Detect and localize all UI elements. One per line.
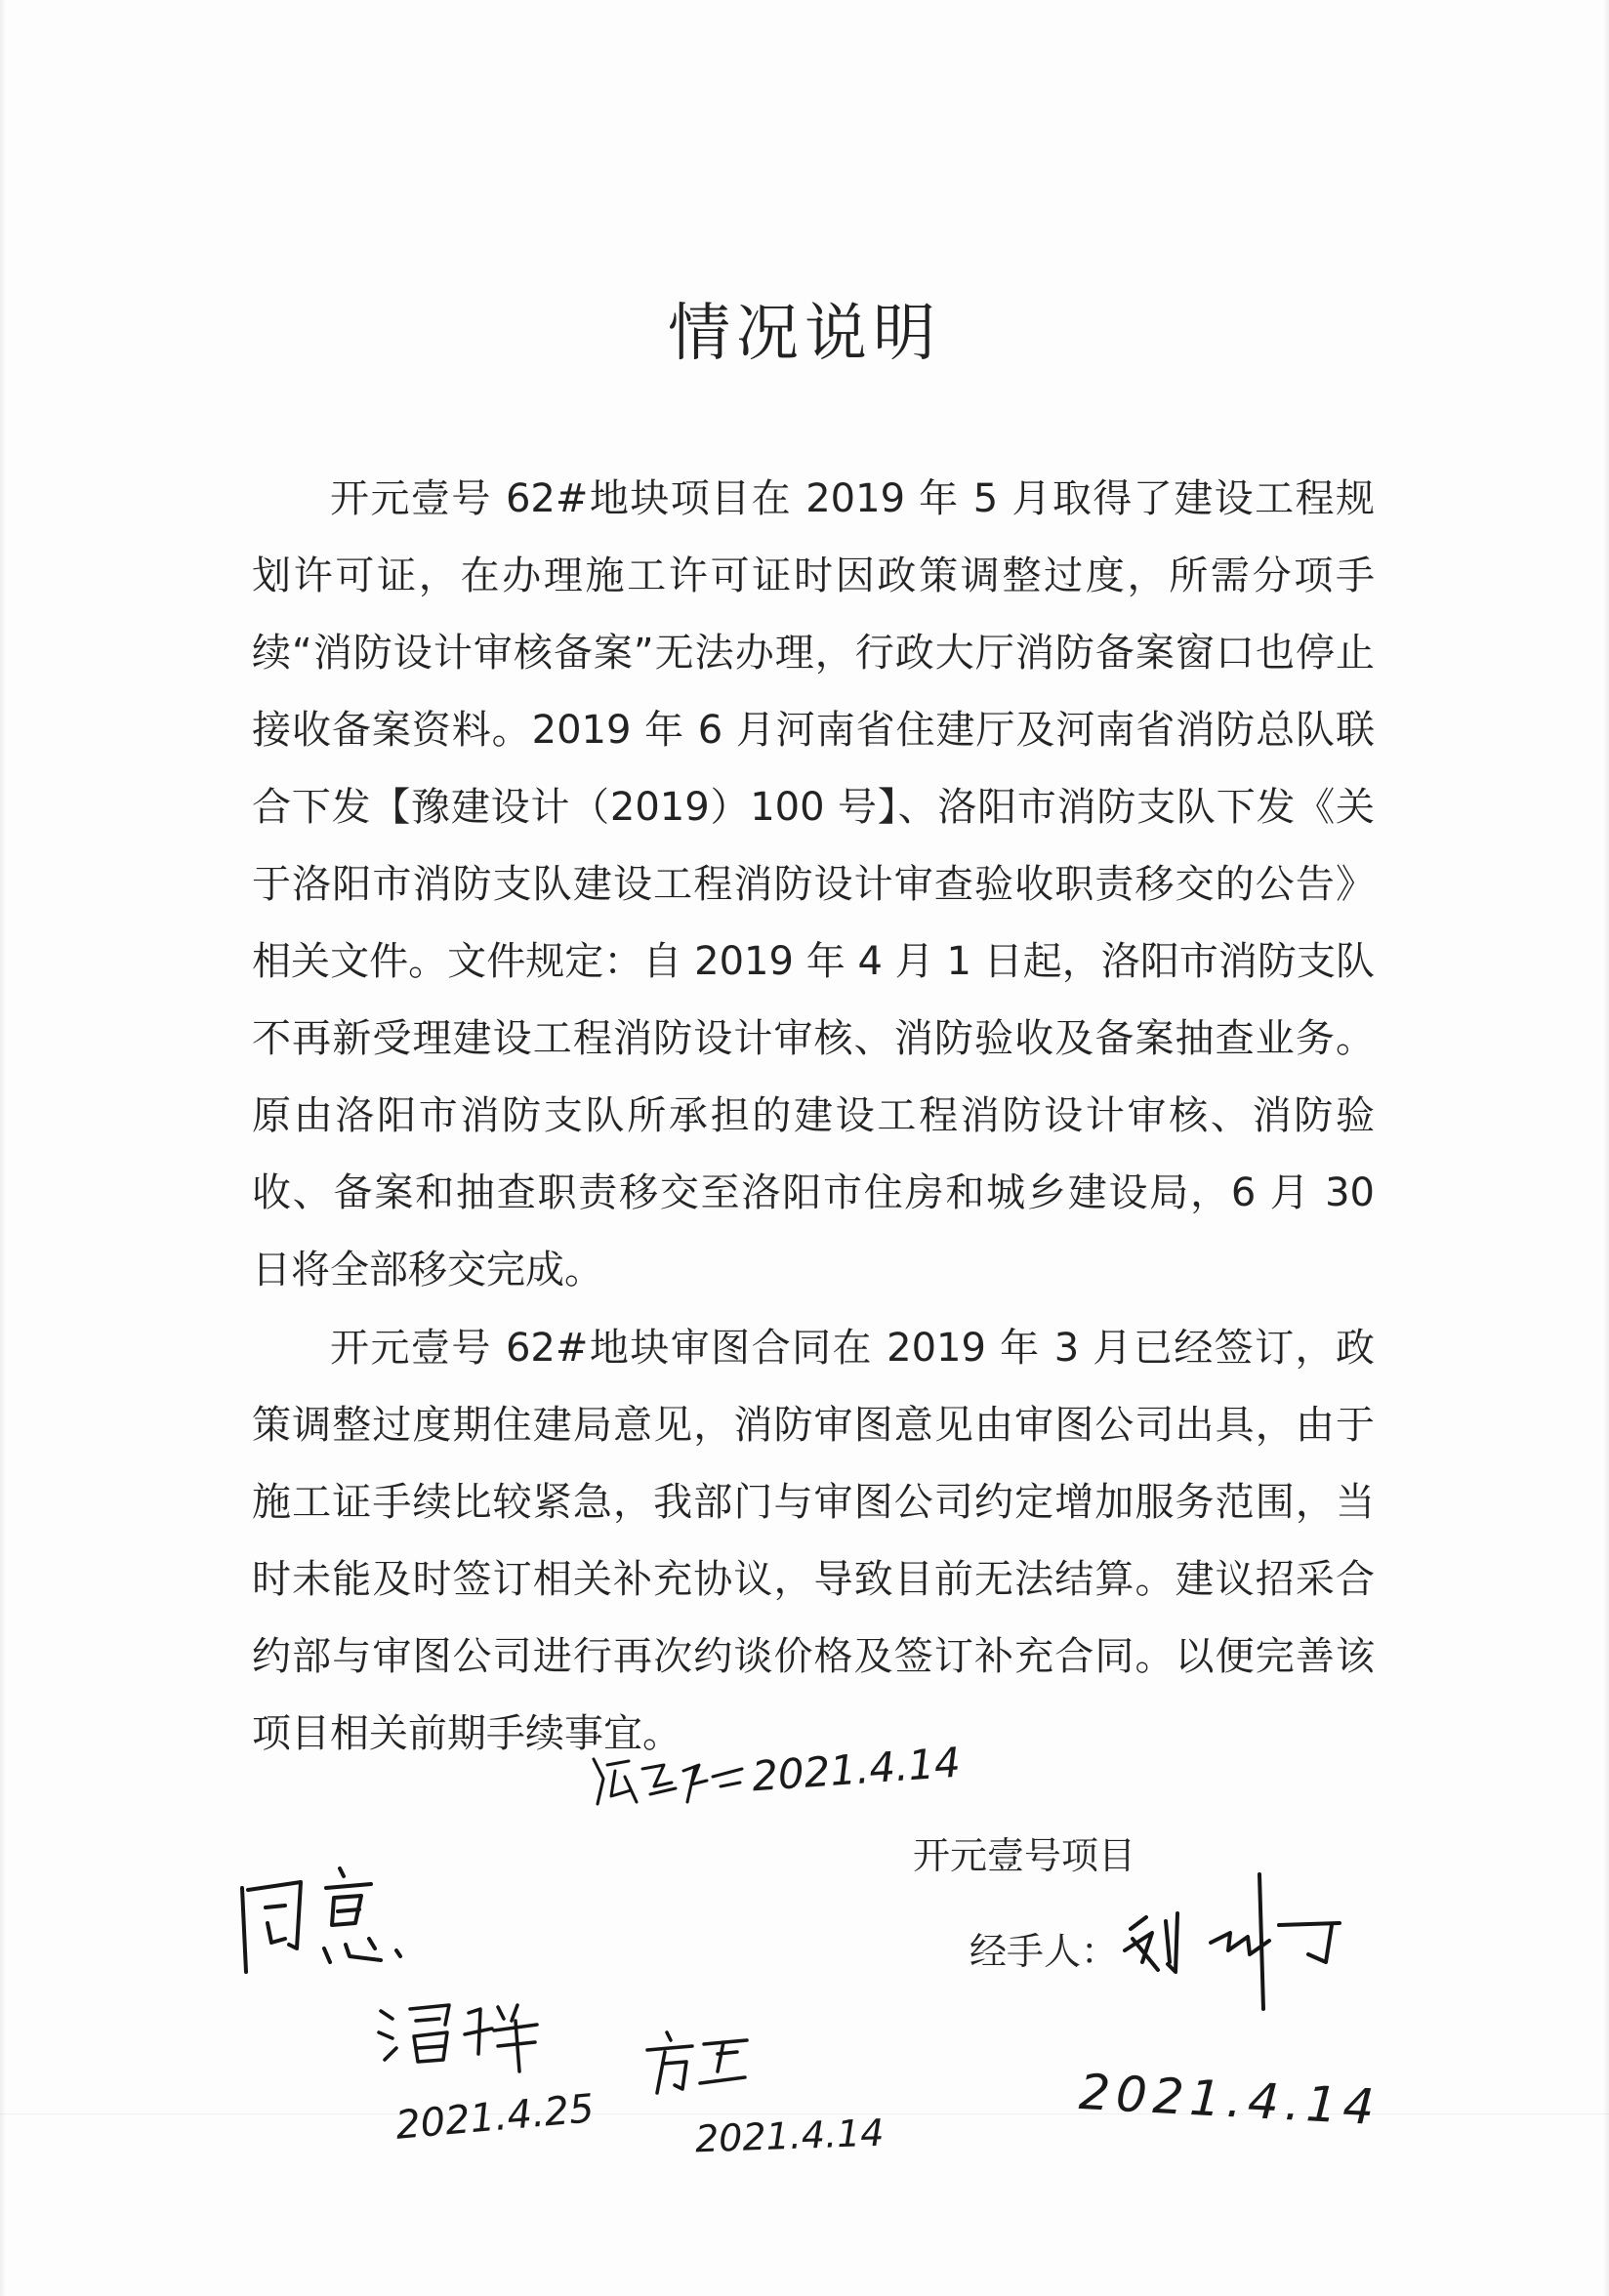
paragraph-text: 开元壹号 62#地块项目在 2019 年 5 月取得了建设工程规划许可证，在办理施工许可证时因政策调整过度，所需分项手续“消防设计审核备案”无法办理，行政大厅消防备案窗口也停止接收备案资料。2019 年 6 月河南省住建厅及河南省消防总队联合下发【豫建设计（2019）100 号】、洛阳市消防支队下发《关于洛阳市消防支队建设工程消防设计审查验收职责移交的公告》相关文件。文件规定：自 2019 年 4 月 1 日起，洛阳市消防支队不再新受理建设工程消防设计审核、消防验收及备案抽查业务。原由洛阳市消防支队所承担的建设工程消防设计审核、消防验收、备案和抽查职责移交至洛阳市住房和城乡建设局，6 月 30 日将全部移交完成。 [252, 476, 1375, 1292]
handler-signature [1113, 1835, 1357, 2021]
handler-label: 经手人： [970, 1930, 1119, 1973]
handwritten-approval [225, 1855, 430, 1991]
document-title: 情况说明 [668, 298, 941, 370]
handwritten-signature-left [371, 1991, 547, 2079]
handwritten-date-left: 2021.4.25 [393, 2086, 597, 2149]
paragraph-text: 开元壹号 62#地块审图合同在 2019 年 3 月已经签订，政策调整过度期住建局意见，消防审图意见由审图公司出具，由于施工证手续比较紧急，我部门与审图公司约定增加服务范围，当时未能及时签订相关补充协议，导致目前无法结算。建议招采合约部与审图公司进行再次约谈价格及签订补充合同。以便完善该项目相关前期手续事宜。 [252, 1326, 1375, 1756]
handwritten-signature-mid [639, 2025, 757, 2103]
handwritten-date-top: 2021.4.14 [750, 1738, 963, 1801]
handwritten-date-mid: 2021.4.14 [694, 2111, 886, 2161]
body-paragraph-1 [252, 461, 1375, 1309]
handwritten-date-right: 2021.4.14 [1077, 2063, 1382, 2137]
project-name: 开元壹号项目 [913, 1834, 1136, 1877]
body-paragraph-2 [252, 1310, 1375, 1773]
handwritten-signature-top [586, 1747, 752, 1816]
